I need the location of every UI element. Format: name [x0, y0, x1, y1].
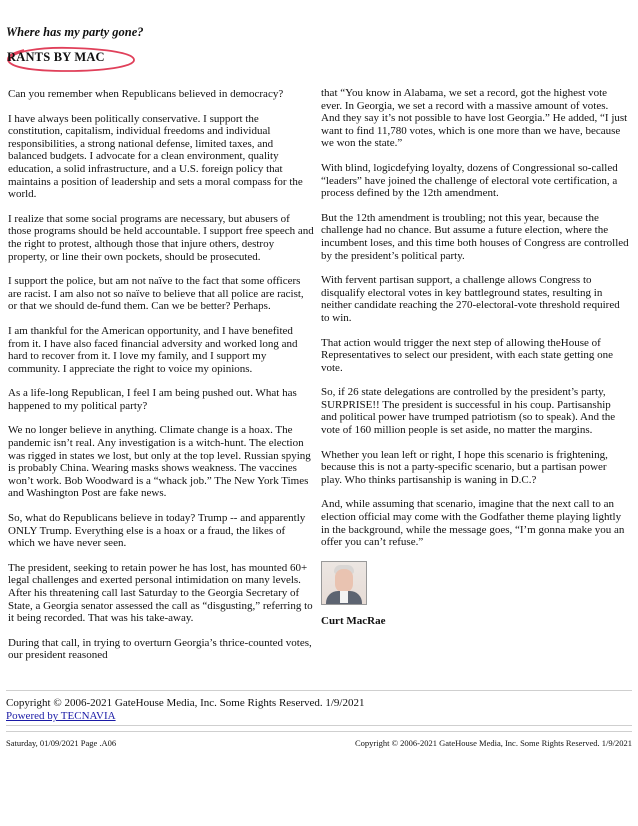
paragraph: I realize that some social programs are necessary, but abusers of those programs should be held accountable. I support free speech and the right to protest, although those that injure others, destroy property, or line their own pockets, should be prosecuted. — [8, 212, 314, 263]
paragraph: Whether you lean left or right, I hope this scenario is frightening, because this is not a party-specific scenario, but a partisan power play. Who thinks partisanship is waning in D.C.? — [321, 448, 608, 486]
paragraph: I have always been politically conservative. I support the constitution, capitalism, individual freedoms and individual responsibilities, a strong national defense, limited taxes, and balanced budgets. I advocate for a clean environment, quality education, a solid infrastructure, and a U.S. foreign policy that maintains a position of leadership and sets a moral compass for the world. — [8, 112, 303, 201]
paragraph: So, if 26 state delegations are controlled by the president’s party, SURPRISE!! The president is successful in his coup. Partisanship and political power have trumped patriotism (so to speak). And the vote of 160 million people is set aside, no matter the margins. — [321, 386, 616, 437]
page-info: Saturday, 01/09/2021 Page .A06 — [6, 738, 117, 748]
paragraph: I am thankful for the American opportunity, and I have benefited from it. I have also faced financial adversity and worked long and hard to recover from it. I love my family, and I support my community. I appreciate the right to voice my opinions. — [8, 324, 298, 375]
paragraph: And, while assuming that scenario, imagine that the next call to an election official may come with the Godfather theme playing lightly in the background, while the message goes, “I’m gonna make you an offer you can’t refuse.” — [321, 498, 625, 549]
footer-copyright: Copyright © 2006-2021 GateHouse Media, Inc. Some Rights Reserved. 1/9/2021 — [354, 738, 632, 748]
paragraph: But the 12th amendment is troubling; not this year, because the challenge had no chance. But assume a future election, where the incumbent loses, and this time both houses of Congress are controlled by the president’s political party. — [321, 211, 629, 262]
author-name: Curt MacRae — [321, 614, 386, 627]
article-column-left — [8, 88, 314, 674]
byline: RANTS BY MAC — [7, 50, 105, 64]
article-headline: Where has my party gone? — [6, 25, 144, 39]
author-photo-collar — [340, 591, 348, 603]
paragraph: I support the police, but am not naïve to the fact that some officers are racist. I am also not so naïve to believe that all police are racist, or that we should de-fund them. Can we be better? Perhaps. — [8, 275, 304, 313]
paragraph: With blind, logicdefying loyalty, dozens of Congressional so-called “leaders” have joined the challenge of electoral vote certification, a process defined by the 12th amendment. — [321, 161, 618, 200]
paragraph: With fervent partisan support, a challenge allows Congress to disqualify electoral votes in key battleground states, resulting in neither candidate reaching the 270-electoral-vote threshold required to win. — [321, 274, 620, 324]
footer-divider-top — [6, 690, 632, 691]
paragraph: Can you remember when Republicans believed in democracy? — [8, 88, 284, 100]
author-photo — [321, 561, 367, 605]
paragraph: We no longer believe in anything. Climate change is a hoax. The pandemic isn’t real. Any investigation is a witch-hunt. The election was rigged in states we lost, but only at the top level. Russian spying is probably China. Wearing masks shows weakness. The vaccines won’t work. Bob Woodward is a “whack job.” The New York Times and Washington Post are fake news. — [8, 424, 311, 500]
paragraph: that “You know in Alabama, we set a record, got the highest vote ever. In Georgia, we set a record with a massive amount of votes. And they say it’s not possible to have lost Georgia.” He added, “I just want to find 11,780 votes, which is one more than we have, because we won the state.” — [321, 87, 628, 150]
paragraph: As a life-long Republican, I feel I am being pushed out. What has happened to my political party? — [8, 387, 297, 412]
powered-by-link[interactable]: Powered by TECNAVIA — [6, 710, 116, 722]
paragraph: That action would trigger the next step of allowing theHouse of Representatives to select our president, with each state getting one vote. — [321, 336, 614, 374]
author-photo-face — [335, 569, 353, 593]
article-column-right — [321, 87, 629, 639]
paragraph: During that call, in trying to overturn Georgia’s thrice-counted votes, our president reasoned — [8, 636, 312, 662]
paragraph: So, what do Republicans believe in today? Trump -- and apparently ONLY Trump. Everything else is a hoax or a fraud, the likes of which we have never seen. — [8, 512, 306, 550]
footer-divider-middle — [6, 725, 632, 726]
byline-block — [2, 45, 138, 73]
footer-divider-bottom — [6, 731, 632, 732]
paragraph: The president, seeking to retain power he has lost, has mounted 60+ legal challenges and exerted personal intimidation on many levels. After his threatening call last Saturday to the Georgia Secretary of State, a Georgia senator assessed the call as “disgusting,” referring to it being recorded. That was his take-away. — [8, 561, 313, 625]
copyright-text: Copyright © 2006-2021 GateHouse Media, Inc. Some Rights Reserved. 1/9/2021 — [6, 697, 365, 709]
